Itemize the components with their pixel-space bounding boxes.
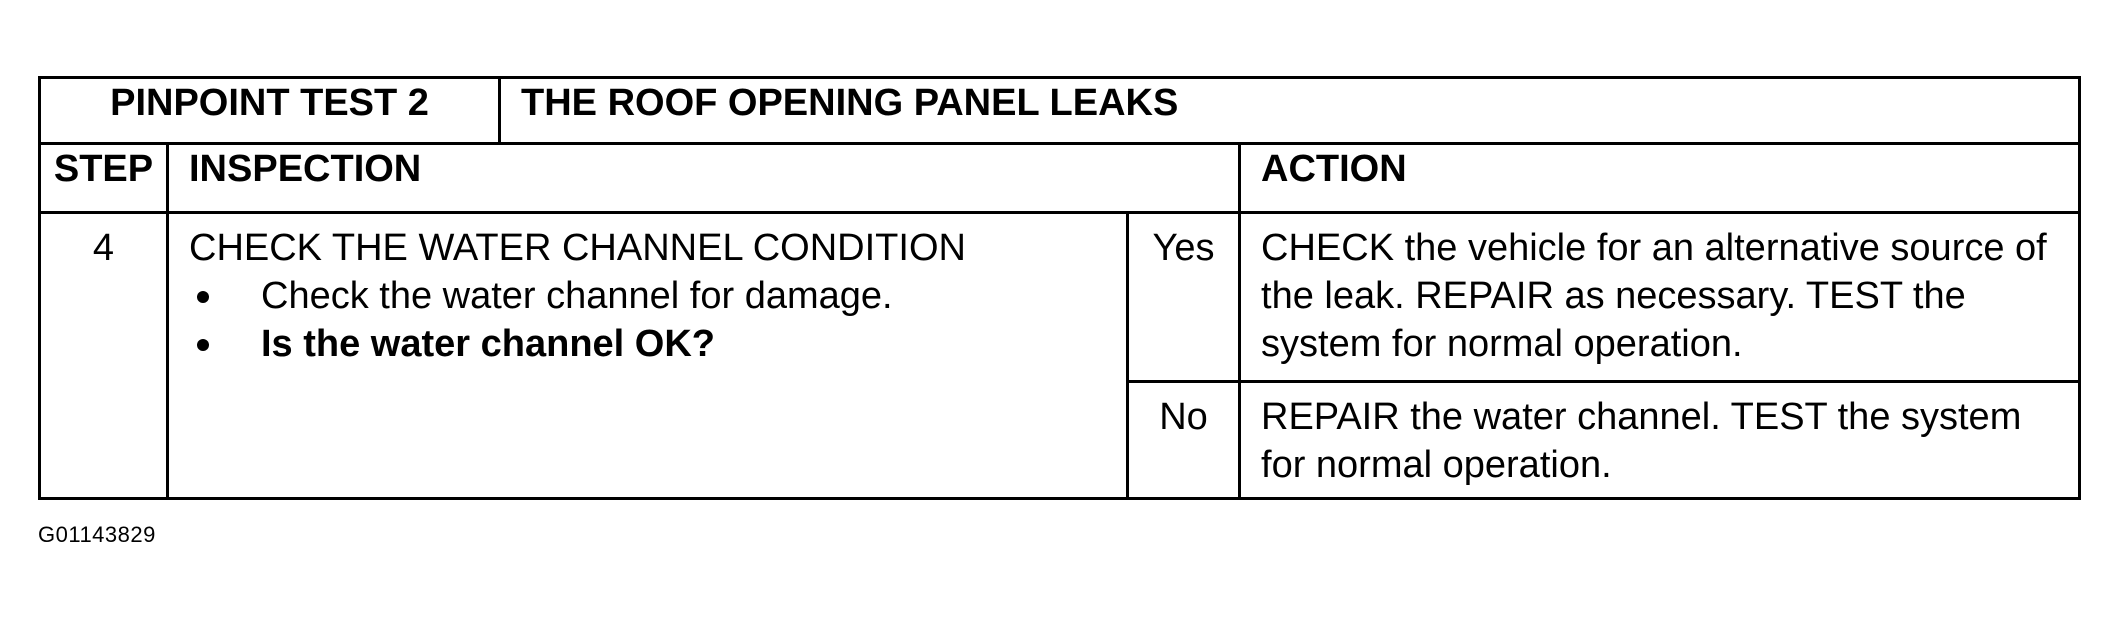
test-label: PINPOINT TEST 2 <box>40 78 500 144</box>
table-row <box>40 213 2080 382</box>
inspection-bullet-list <box>189 272 1126 368</box>
action-yes: CHECK the vehicle for an alternative source of the leak. REPAIR as necessary. TEST the system for normal operation. <box>1240 213 2080 382</box>
inspection-column-header: INSPECTION <box>168 144 1240 213</box>
figure-id: G01143829 <box>38 522 156 547</box>
step-number: 4 <box>40 213 168 499</box>
answer-no: No <box>1128 382 1240 499</box>
step-column-header: STEP <box>40 144 168 213</box>
action-no: REPAIR the water channel. TEST the system for normal operation. <box>1240 382 2080 499</box>
list-item: Is the water channel OK? <box>189 320 1126 368</box>
inspection-title: CHECK THE WATER CHANNEL CONDITION <box>189 227 966 269</box>
list-item: Check the water channel for damage. <box>189 272 1126 320</box>
action-column-header: ACTION <box>1240 144 2080 213</box>
test-title-row <box>40 78 2080 144</box>
test-title: THE ROOF OPENING PANEL LEAKS <box>500 78 2080 144</box>
column-header-row <box>40 144 2080 213</box>
answer-yes: Yes <box>1128 213 1240 382</box>
pinpoint-test-table <box>38 76 2081 500</box>
inspection-cell <box>168 213 1128 499</box>
